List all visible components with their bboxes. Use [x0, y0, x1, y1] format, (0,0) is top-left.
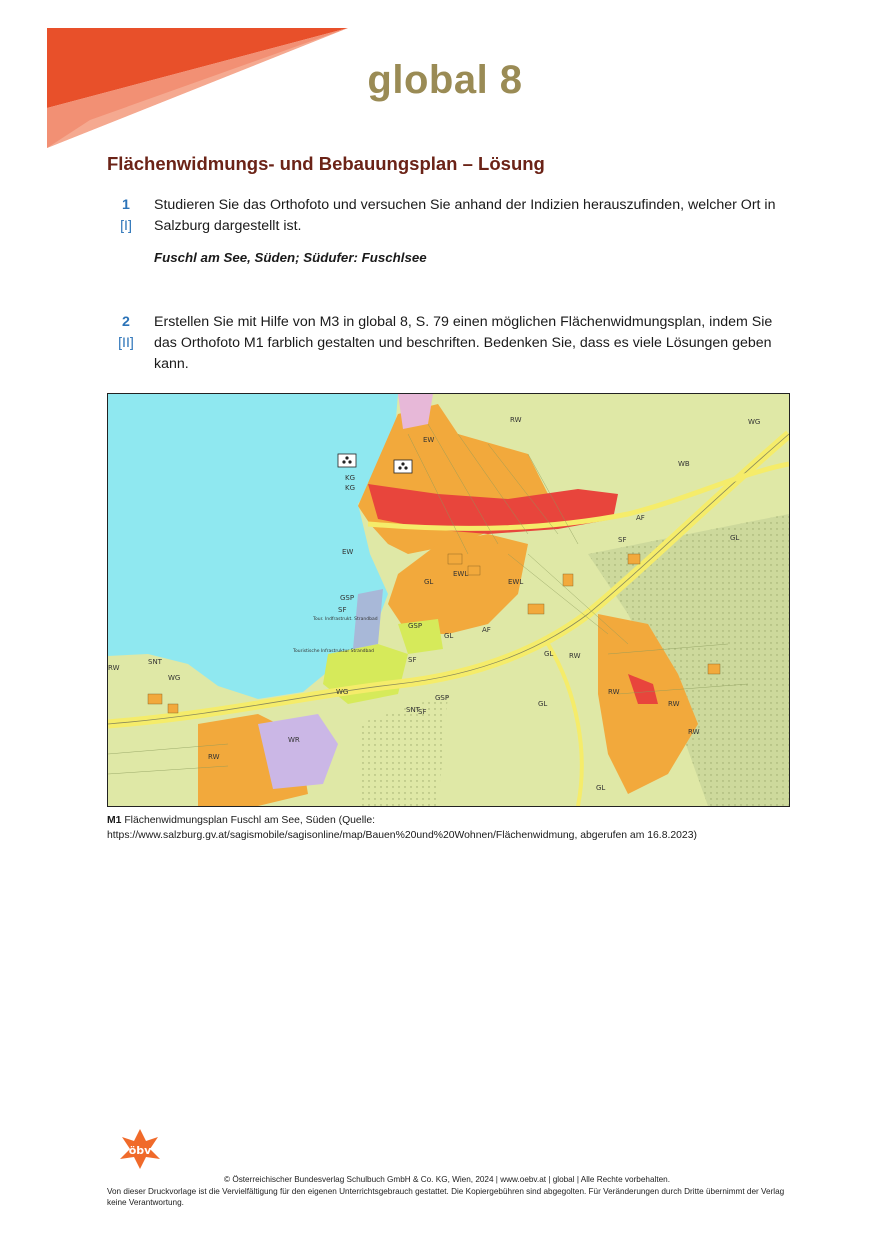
brand-title: global 8 [367, 58, 523, 102]
svg-text:GSP: GSP [435, 694, 450, 702]
svg-text:SF: SF [408, 656, 417, 664]
svg-text:SNT: SNT [148, 658, 162, 666]
svg-text:SNT: SNT [406, 706, 420, 714]
land-use-map [107, 393, 790, 807]
svg-text:EWL: EWL [453, 570, 469, 578]
svg-text:EW: EW [423, 436, 435, 444]
svg-text:AF: AF [482, 626, 491, 634]
svg-text:KG: KG [345, 484, 356, 492]
task-level: [II] [118, 335, 134, 351]
svg-text:GL: GL [544, 650, 554, 658]
svg-text:WG: WG [748, 418, 761, 426]
footer-copyright: © Österreichischer Bundesverlag Schulbuch GmbH & Co. KG, Wien, 2024 | www.oebv.at | global | Alle Rechte vorbehalten. [224, 1175, 670, 1184]
oebv-logo [118, 1127, 162, 1176]
oebv-logo-icon [118, 1127, 162, 1171]
caption-label: M1 [107, 815, 122, 826]
svg-text:RW: RW [688, 728, 700, 736]
task-1-answer: Fuschl am See, Süden; Südufer: Fuschlsee [154, 250, 427, 265]
page-title: Flächenwidmungs- und Bebauungsplan – Lösung [107, 153, 545, 174]
svg-text:RW: RW [608, 688, 620, 696]
svg-text:GSP: GSP [340, 594, 355, 602]
svg-text:WR: WR [288, 736, 300, 744]
map-graphic [108, 394, 789, 806]
logo-text: öbv [128, 1144, 152, 1157]
svg-text:RW: RW [108, 664, 120, 672]
task-level: [I] [120, 218, 132, 234]
caption-text: Flächenwidmungsplan Fuschl am See, Süden (Quelle: https://www.salzburg.gv.at/sagismobile/sagisonline/map/Bauen%20und%20Wohnen/Flächenwidmung, abgerufen am 16.8.2023) [107, 815, 697, 841]
svg-text:RW: RW [569, 652, 581, 660]
task-number: 1 [122, 197, 130, 213]
svg-text:WB: WB [678, 460, 690, 468]
svg-text:SF: SF [618, 536, 627, 544]
svg-text:WG: WG [336, 688, 349, 696]
task-number: 2 [122, 314, 130, 330]
svg-text:EWL: EWL [508, 578, 524, 586]
svg-text:GL: GL [444, 632, 454, 640]
task-text: Studieren Sie das Orthofoto und versuchen Sie anhand der Indizien herauszufinden, welcher Ort in Salzburg dargestellt ist. [154, 197, 776, 234]
task-2 [107, 312, 787, 372]
svg-text:Tour. Indfrastrukt. Strandbad: Tour. Indfrastrukt. Strandbad [313, 617, 378, 622]
svg-text:AF: AF [636, 514, 645, 522]
map-caption [107, 813, 807, 843]
svg-text:GL: GL [730, 534, 740, 542]
svg-text:RW: RW [208, 753, 220, 761]
svg-text:GL: GL [596, 784, 606, 792]
task-text: Erstellen Sie mit Hilfe von M3 in global 8, S. 79 einen möglichen Flächenwidmungsplan, indem Sie das Orthofoto M1 farblich gestalten und beschriften. Bedenken Sie, dass es viele Lösungen geben kann. [154, 314, 773, 372]
svg-text:SF: SF [338, 606, 347, 614]
footer [107, 1174, 787, 1209]
svg-text:GL: GL [424, 578, 434, 586]
svg-text:WG: WG [168, 674, 181, 682]
svg-text:RW: RW [668, 700, 680, 708]
task-1 [107, 195, 787, 239]
svg-text:EW: EW [342, 548, 354, 556]
svg-text:KG: KG [345, 474, 356, 482]
svg-text:Touristische Infrastruktur Str: Touristische Infrastruktur Strandbad [293, 649, 375, 654]
svg-text:GL: GL [538, 700, 548, 708]
svg-text:GSP: GSP [408, 622, 423, 630]
svg-text:RW: RW [510, 416, 522, 424]
footer-notice: Von dieser Druckvorlage ist die Vervielfältigung für den eigenen Unterrichtsgebrauch gestattet. Die Kopiergebühren sind abgegolten. Für Veränderungen durch Dritte übernimmt der Verlag keine Verantwortung. [107, 1186, 785, 1207]
svg-text:SF: SF [418, 708, 427, 716]
